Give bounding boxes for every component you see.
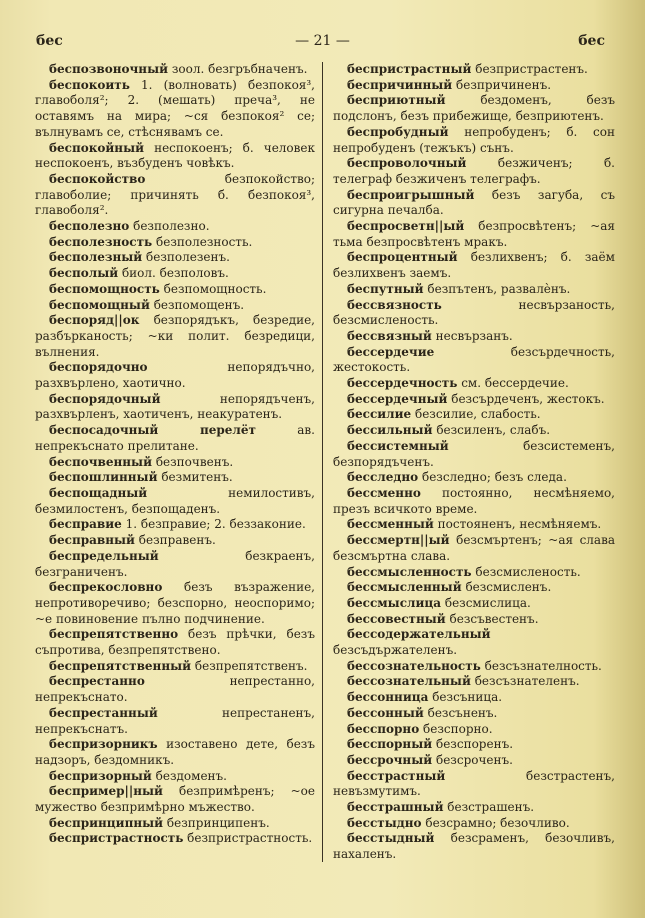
entry-headword: бесспорно [347, 721, 420, 736]
dictionary-entry [333, 219, 615, 250]
dictionary-entry [35, 706, 315, 737]
dictionary-entry [35, 816, 315, 832]
dictionary-entry [35, 423, 315, 454]
entry-headword: бессодержательный [347, 627, 491, 642]
entry-headword: беспомощный [49, 297, 150, 312]
entry-translation: изоставено дете, безъ надзоръ, бездомникъ. [35, 737, 315, 767]
right-column [333, 62, 615, 863]
dictionary-entry [333, 800, 615, 816]
entry-translation: безпрепятственъ. [194, 658, 308, 673]
entry-translation: безсмъртенъ; ~ая слава безсмъртна слава. [333, 533, 615, 563]
entry-translation: зоол. безгръбначенъ. [171, 62, 308, 76]
dictionary-entry [35, 78, 315, 141]
entry-translation: безследно; безъ следа. [421, 470, 567, 485]
entry-translation: безсилие, слабость. [414, 407, 541, 422]
entry-headword: беспробудный [347, 124, 449, 139]
dictionary-entry [333, 188, 615, 219]
dictionary-entry [333, 816, 615, 832]
dictionary-entry [333, 596, 615, 612]
entry-translation: безпристрастенъ. [475, 62, 588, 76]
dictionary-entry [333, 612, 615, 628]
entry-translation: несвързанъ. [435, 328, 513, 343]
entry-headword: беспокойный [49, 140, 145, 155]
dictionary-entry [333, 78, 615, 94]
dictionary-entry [35, 455, 315, 471]
dictionary-entry [333, 486, 615, 517]
dictionary-entry [333, 282, 615, 298]
entry-headword: бессмыслица [347, 595, 442, 610]
entry-headword: бесполый [49, 266, 119, 281]
entry-headword: беспрестанно [49, 674, 145, 689]
column-divider [322, 62, 323, 862]
entry-translation: непорядъчно, разхвърлено, хаотично. [35, 360, 315, 391]
entry-headword: беспрестанный [49, 705, 158, 720]
dictionary-entry [333, 392, 615, 408]
entry-translation: безпорядъкъ, безредие, разбърканость; ~ки полит. безредици, вълнения. [35, 313, 315, 359]
entry-translation: безспорно. [423, 721, 493, 736]
entry-translation: безъ възражение, непротиворечиво; безспорно, неоспоримо; ~е повиновение пълно подчинение. [35, 580, 315, 626]
dictionary-entry [333, 423, 615, 439]
entry-translation: безпокойство; главоболие; причинять б. безпокоя³, главоболя². [35, 171, 315, 218]
entry-headword: бессвязный [347, 328, 432, 343]
dictionary-entry [333, 580, 615, 596]
entry-headword: бессвязность [347, 297, 442, 312]
entry-headword: беспокоить [49, 77, 130, 92]
dictionary-entry [333, 769, 615, 800]
entry-headword: бесследно [347, 470, 419, 485]
entry-headword: бесстыдно [347, 815, 422, 830]
entry-translation: безпомощность. [163, 281, 267, 296]
entry-translation: неспокоенъ; б. человек неспокоенъ, възбуденъ човѣкъ. [35, 140, 315, 171]
entry-translation: безжиченъ; б. телеграф безжиченъ телеграфъ. [333, 156, 615, 186]
entry-translation: непробуденъ; б. сон непробуденъ (тежъкъ) сънъ. [333, 124, 615, 155]
entry-headword: бессердечность [347, 376, 458, 391]
entry-translation: безпочвенъ. [155, 454, 234, 469]
entry-headword: бессилие [347, 407, 412, 422]
entry-translation: безсъдържателенъ. [333, 643, 458, 658]
entry-translation: безкраенъ, безграниченъ. [35, 548, 315, 579]
entry-translation: безсърдечность, жестокость. [333, 344, 615, 375]
dictionary-entry [35, 266, 315, 282]
running-head-right: бес [578, 33, 605, 49]
dictionary-entry [35, 172, 315, 219]
entry-translation: безпомощенъ. [153, 297, 245, 312]
dictionary-entry [35, 141, 315, 172]
dictionary-entry [35, 486, 315, 517]
entry-headword: бессердечие [347, 344, 435, 359]
entry-translation: постоянно, несмѣняемо, презъ всичкото време. [333, 485, 615, 516]
entry-translation: непорядъченъ, разхвърленъ, хаотиченъ, неакуратенъ. [35, 391, 315, 422]
dictionary-entry [35, 769, 315, 785]
entry-translation: безмитенъ. [161, 470, 233, 485]
dictionary-entry [35, 250, 315, 266]
entry-headword: бесстрастный [347, 768, 446, 783]
dictionary-entry [35, 549, 315, 580]
entry-translation: безпринципенъ. [166, 815, 270, 830]
dictionary-entry [333, 329, 615, 345]
page-number: — 21 — [295, 33, 350, 49]
entry-headword: беспутный [347, 281, 424, 296]
entry-translation: безсрамно; безочливо. [425, 815, 570, 830]
entry-headword: беспроволочный [347, 156, 467, 171]
entry-headword: бессмысленность [347, 564, 472, 579]
dictionary-entry [35, 298, 315, 314]
dictionary-entry [333, 533, 615, 564]
entry-headword: беспощадный [49, 485, 148, 500]
entry-headword: бессознательность [347, 658, 481, 673]
entry-headword: беспристрастность [49, 831, 184, 846]
entry-translation: безсъница. [432, 690, 503, 705]
dictionary-entry [35, 219, 315, 235]
entry-headword: бессмертн||ый [347, 533, 450, 548]
entry-headword: бесстыдный [347, 831, 435, 846]
entry-headword: беспример||ный [49, 784, 163, 799]
entry-translation: несвързаность, безсмисленость. [333, 297, 615, 328]
entry-headword: беспозвоночный [49, 62, 169, 76]
entry-translation: безъ прѣчки, безъ съпротива, безпрепятствено. [35, 627, 315, 658]
entry-headword: бессильный [347, 423, 433, 438]
entry-headword: бесспорный [347, 737, 433, 752]
entry-translation: безсроченъ. [435, 752, 513, 767]
entry-headword: бессознательный [347, 674, 471, 689]
entry-headword: беспоряд||ок [49, 313, 140, 328]
entry-translation: безсъзнателность. [484, 658, 602, 673]
dictionary-entry [35, 831, 315, 847]
entry-headword: бессмысленный [347, 580, 462, 595]
entry-translation: биол. безполовъ. [121, 266, 229, 281]
entry-headword: беспорядочный [49, 391, 161, 406]
dictionary-entry [333, 250, 615, 281]
dictionary-entry [35, 737, 315, 768]
entry-headword: бессменно [347, 485, 421, 500]
dictionary-entry [35, 62, 315, 78]
entry-headword: бессменный [347, 517, 434, 532]
entry-headword: беспристрастный [347, 62, 472, 76]
entry-translation: безлихвенъ; б. заём безлихвенъ заемъ. [333, 250, 615, 281]
entry-headword: беспочвенный [49, 454, 152, 469]
entry-headword: беспрепятственно [49, 627, 179, 642]
dictionary-entry [35, 580, 315, 627]
entry-translation: безсърдеченъ, жестокъ. [451, 391, 605, 406]
entry-translation: непрестаненъ, непрекъснатъ. [35, 705, 315, 736]
entry-headword: бесправие [49, 517, 122, 532]
entry-headword: бессонный [347, 705, 424, 720]
dictionary-entry [35, 659, 315, 675]
entry-translation: 1. безправие; 2. беззаконие. [125, 517, 306, 532]
entry-headword: бесполезность [49, 234, 153, 249]
entry-headword: бессонница [347, 690, 429, 705]
entry-headword: беспроцентный [347, 250, 458, 265]
entry-translation: безспоренъ. [435, 737, 514, 752]
dictionary-entry [35, 470, 315, 486]
dictionary-entry [333, 93, 615, 124]
entry-headword: бесправный [49, 533, 135, 548]
dictionary-entry [35, 313, 315, 360]
entry-headword: беспрекословно [49, 580, 163, 595]
entry-translation: непрестанно, непрекъснато. [35, 674, 315, 705]
entry-translation: безсъвестенъ. [449, 611, 539, 626]
dictionary-entry [333, 517, 615, 533]
entry-translation: бездоменъ, безъ подслонъ, безъ прибежище, безприютенъ. [333, 93, 615, 124]
entry-headword: беспризорникъ [49, 737, 158, 752]
entry-headword: бессердечный [347, 391, 448, 406]
entry-translation: см. бессердечие. [461, 376, 569, 391]
dictionary-entry [333, 831, 615, 862]
dictionary-entry [333, 674, 615, 690]
entry-headword: беспризорный [49, 768, 152, 783]
dictionary-entry [333, 659, 615, 675]
dictionary-entry [333, 690, 615, 706]
entry-headword: беспошлинный [49, 470, 158, 485]
entry-headword: бессистемный [347, 438, 449, 453]
dictionary-entry [333, 439, 615, 470]
entry-headword: беспричинный [347, 77, 453, 92]
entry-headword: бессовестный [347, 611, 446, 626]
entry-headword: бесполезный [49, 250, 143, 265]
dictionary-entry [333, 376, 615, 392]
entry-headword: беспосадочный перелёт [49, 423, 256, 438]
entry-translation: безпримѣренъ; ~ое мужество безпримѣрно мъжество. [35, 784, 315, 815]
entry-translation: безсъненъ. [427, 705, 498, 720]
entry-headword: бессрочный [347, 752, 433, 767]
dictionary-entry [35, 282, 315, 298]
dictionary-entry [333, 125, 615, 156]
entry-headword: бесстрашный [347, 800, 444, 815]
dictionary-entry [333, 565, 615, 581]
entry-headword: беспрепятственный [49, 658, 192, 673]
dictionary-entry [35, 517, 315, 533]
entry-headword: беспредельный [49, 548, 159, 563]
entry-translation: безсмислица. [444, 595, 531, 610]
entry-translation: безсъзнателенъ. [474, 674, 580, 689]
running-head-left: бес [36, 33, 63, 49]
dictionary-entry [333, 298, 615, 329]
dictionary-entry [35, 533, 315, 549]
dictionary-entry [35, 392, 315, 423]
dictionary-entry [333, 722, 615, 738]
entry-translation: безполезность. [156, 234, 253, 249]
entry-headword: беспокойство [49, 171, 146, 186]
dictionary-entry [333, 345, 615, 376]
entry-translation: безсистеменъ, безпорядъченъ. [333, 438, 615, 469]
entry-translation: безполезенъ. [146, 250, 230, 265]
entry-translation: 1. (волновать) безпокоя³, главоболя²; 2. (мешать) преча³, не оставямъ на мира; ~ся безпокоя² се; вълнувамъ се, стѣснявамъ се. [35, 77, 315, 139]
left-column [35, 62, 315, 847]
dictionary-entry [333, 737, 615, 753]
entry-translation: безъ загуба, съ сигурна печалба. [333, 187, 615, 218]
entry-translation: безсраменъ, безочливъ, нахаленъ. [333, 831, 615, 862]
entry-headword: бесприютный [347, 93, 446, 108]
dictionary-entry [333, 407, 615, 423]
dictionary-entry [333, 62, 615, 78]
dictionary-entry [333, 627, 615, 658]
entry-translation: безсиленъ, слабъ. [436, 423, 551, 438]
entry-translation: бездоменъ. [155, 768, 227, 783]
dictionary-entry [35, 235, 315, 251]
dictionary-entry [35, 360, 315, 391]
entry-translation: безсмисленъ. [465, 580, 552, 595]
entry-headword: беспринципный [49, 815, 164, 830]
dictionary-entry [333, 156, 615, 187]
entry-translation: безпросвѣтенъ; ~ая тьма безпросвѣтенъ мракъ. [333, 219, 615, 249]
dictionary-entry [35, 674, 315, 705]
entry-translation: безпътенъ, развалѐнъ. [427, 281, 571, 296]
dictionary-entry [333, 753, 615, 769]
entry-translation: постояненъ, несмѣняемъ. [437, 517, 602, 532]
dictionary-entry [333, 706, 615, 722]
entry-translation: немилостивъ, безмилостенъ, безпощаденъ. [35, 485, 315, 516]
entry-headword: бесполезно [49, 219, 130, 234]
entry-translation: безправенъ. [138, 533, 216, 548]
entry-headword: беспросветн||ый [347, 219, 465, 234]
entry-translation: безполезно. [133, 219, 210, 234]
entry-translation: безстрастенъ, невъзмутимъ. [333, 768, 615, 799]
entry-translation: безсмисленость. [475, 564, 581, 579]
entry-translation: ав. непрекъснато прелитане. [35, 423, 315, 453]
entry-translation: безстрашенъ. [447, 800, 535, 815]
dictionary-entry [35, 784, 315, 815]
entry-translation: безпристрастность. [187, 831, 313, 846]
entry-headword: беспомощность [49, 281, 160, 296]
entry-headword: беспроигрышный [347, 187, 475, 202]
dictionary-entry [35, 627, 315, 658]
entry-translation: безпричиненъ. [456, 77, 552, 92]
dictionary-entry [333, 470, 615, 486]
entry-headword: беспорядочно [49, 360, 148, 375]
